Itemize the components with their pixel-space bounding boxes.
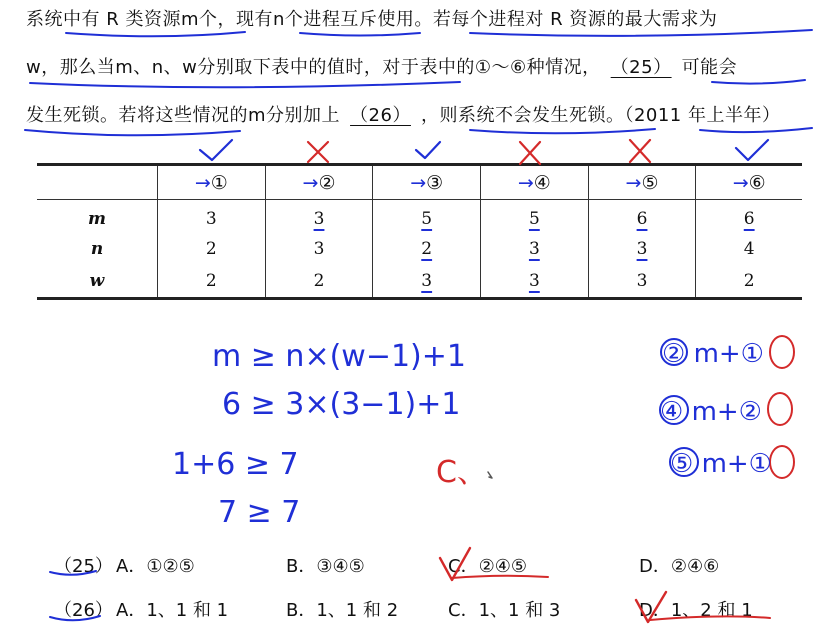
case-header: →⑤ [588, 165, 696, 200]
row-label: n [90, 239, 104, 259]
ink-circle [670, 448, 698, 476]
case-header: →⑥ [696, 165, 802, 200]
option-26-d: D．1、2 和 1 [639, 600, 753, 621]
case-header: →③ [373, 165, 481, 200]
table-cell: 2 [696, 266, 802, 299]
table-row [37, 233, 802, 266]
question-paragraph [26, 0, 826, 140]
blank-26: （26） [350, 105, 411, 126]
table-cell: 3 [158, 200, 266, 233]
table-cell: 3 [481, 233, 589, 266]
question-line-3-b: ，则系统不会发生死锁。（2011 年上半年） [420, 105, 781, 126]
table-row [37, 200, 802, 233]
option-26-a: A．1、1 和 1 [116, 600, 229, 621]
table-cell: 6 [696, 200, 802, 233]
cross-mark-icon [308, 142, 328, 162]
table-corner [37, 165, 158, 200]
resource-table [37, 163, 802, 300]
question-line-2-text: w，那么当m、n、w分别取下表中的值时，对于表中的①～⑥种情况， [26, 57, 601, 78]
option-number-25: （25） [54, 556, 113, 577]
table-cell: 3 [265, 233, 373, 266]
cross-mark-icon [630, 140, 650, 162]
question-line-1: 系统中有 R 类资源m个，现有n个进程互斥使用。若每个进程对 R 资源的最大需求为 [26, 9, 718, 30]
table-cell: 3 [481, 266, 589, 299]
option-26-c: C．1、1 和 3 [448, 600, 561, 621]
question-line-2 [26, 44, 826, 92]
option-number-26: （26） [54, 600, 113, 621]
handwritten-formula: 1+6 ≥ 7 [172, 447, 299, 482]
row-label: w [89, 271, 105, 292]
ink-circle [661, 339, 687, 365]
case-header: →① [158, 165, 266, 200]
row-label: m [88, 209, 106, 230]
handwritten-formula: 6 ≥ 3×(3−1)+1 [222, 387, 461, 422]
table-cell: 2 [158, 233, 266, 266]
handwritten-formula: m ≥ n×(w−1)+1 [212, 339, 466, 374]
table-cell: 3 [265, 200, 373, 233]
handwritten-note: ④ m+② [660, 397, 762, 427]
check-mark-icon [416, 142, 440, 158]
ink-circle [770, 446, 794, 478]
question-line-3-a: 发生死锁。若将这些情况的m分别加上 [26, 105, 341, 126]
table-cell: 2 [158, 266, 266, 299]
table-cell: 6 [588, 200, 696, 233]
table-cell: 2 [373, 233, 481, 266]
table-cell: 3 [373, 266, 481, 299]
handwritten-answer: C、 [436, 455, 487, 490]
table-cell: 4 [696, 233, 802, 266]
table-cell: 3 [588, 266, 696, 299]
option-25-a: A．①②⑤ [116, 556, 195, 577]
question-line-2-tail: 可能会 [681, 57, 738, 78]
ink-circle [660, 396, 688, 424]
option-25-c: C．②④⑤ [448, 556, 527, 577]
table-header-row [37, 165, 802, 200]
handwritten-note: ② m+① [662, 339, 764, 369]
table-row [37, 266, 802, 299]
option-25-b: B．③④⑤ [286, 556, 365, 577]
option-25-d: D．②④⑥ [639, 556, 720, 577]
handwritten-formula: 7 ≥ 7 [218, 495, 301, 530]
ink-circle [768, 393, 792, 425]
blank-25: （25） [610, 57, 672, 78]
case-header: →② [265, 165, 373, 200]
table-cell: 3 [588, 233, 696, 266]
question-line-3 [26, 92, 826, 140]
ink-circle [770, 336, 794, 368]
check-mark-icon [736, 140, 768, 160]
table-cell: 5 [481, 200, 589, 233]
case-header: →④ [481, 165, 589, 200]
cursor-icon [488, 472, 492, 478]
handwritten-note: ⑤ m+① [670, 449, 772, 479]
option-26-b: B．1、1 和 2 [286, 600, 399, 621]
table-cell: 5 [373, 200, 481, 233]
cross-mark-icon [520, 142, 540, 164]
table-cell: 2 [265, 266, 373, 299]
check-mark-icon [200, 140, 232, 160]
